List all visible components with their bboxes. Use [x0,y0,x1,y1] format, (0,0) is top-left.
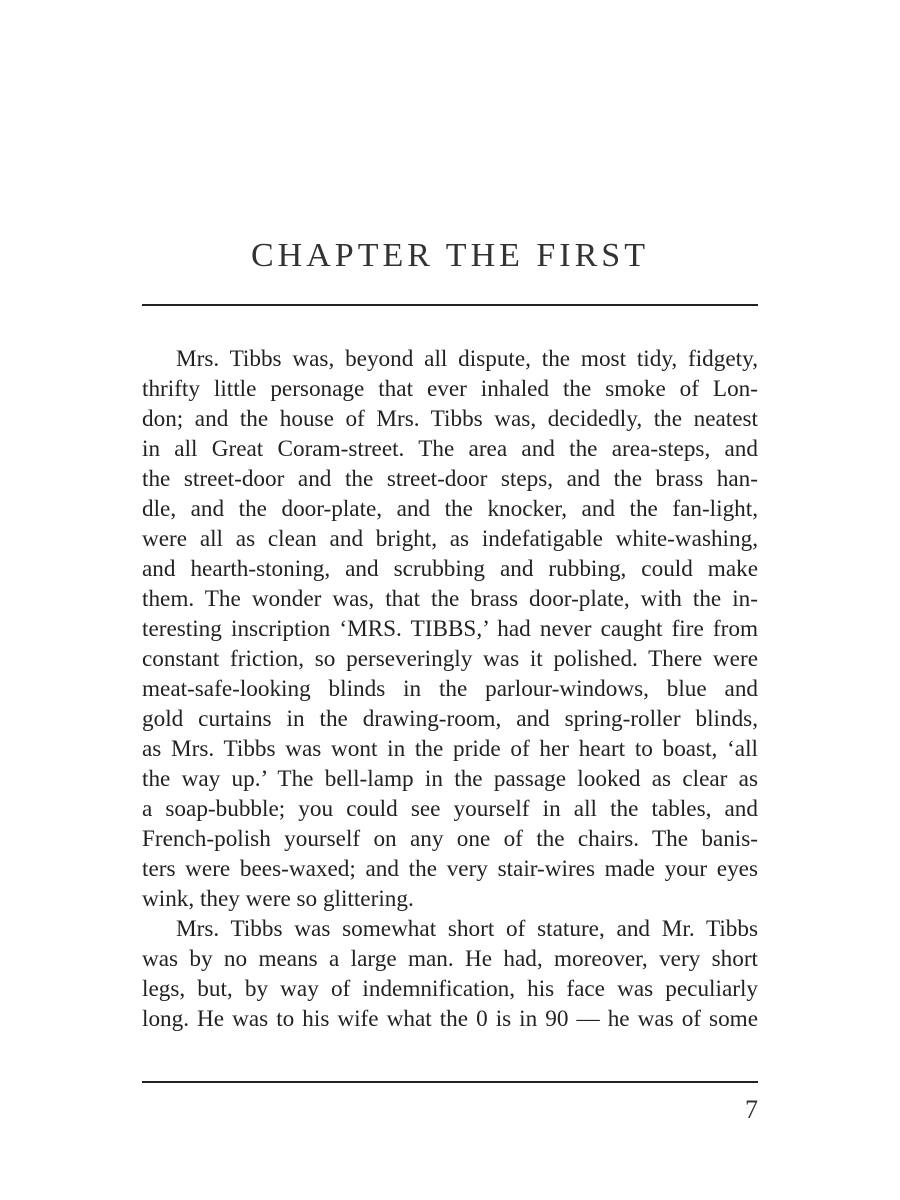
text-line: ters were bees-waxed; and the very stair-wires made your eyes [142,856,758,882]
text-line: was by no means a large man. He had, moreover, very short [142,946,758,972]
text-line: Mrs. Tibbs was somewhat short of stature, and Mr. Tibbs [176,916,758,942]
text-line: gold curtains in the drawing-room, and spring-roller blinds, [142,706,758,732]
page-number: 7 [745,1095,758,1124]
text-line: long. He was to his wife what the 0 is in 90 — he was of some [142,1006,758,1032]
text-line: were all as clean and bright, as indefatigable white-washing, [142,526,758,552]
text-line: a soap-bubble; you could see yourself in all the tables, and [142,796,758,822]
chapter-title: CHAPTER THE FIRST [251,237,649,274]
text-line: don; and the house of Mrs. Tibbs was, decidedly, the neatest [142,406,758,432]
paragraph [142,344,758,914]
text-line: wink, they were so glittering. [142,886,414,912]
top-rule [142,304,758,306]
text-line: Mrs. Tibbs was, beyond all dispute, the most tidy, fidgety, [176,346,758,372]
text-line: the way up.’ The bell-lamp in the passage looked as clear as [142,766,758,792]
text-line: them. The wonder was, that the brass door-plate, with the in- [142,586,758,612]
text-line: the street-door and the street-door steps, and the brass han- [142,466,758,492]
text-line: legs, but, by way of indemnification, his face was peculiarly [142,976,758,1002]
text-line: and hearth-stoning, and scrubbing and rubbing, could make [142,556,758,582]
text-line: as Mrs. Tibbs was wont in the pride of her heart to boast, ‘all [142,736,758,762]
text-line: teresting inscription ‘MRS. TIBBS,’ had never caught fire from [142,616,758,642]
text-line: dle, and the door-plate, and the knocker, and the fan-light, [142,496,758,522]
text-line: French-polish yourself on any one of the chairs. The banis- [142,826,758,852]
paragraph [142,914,758,1034]
text-line: thrifty little personage that ever inhaled the smoke of Lon- [142,376,758,402]
text-line: in all Great Coram-street. The area and the area-steps, and [142,436,758,462]
text-line: meat-safe-looking blinds in the parlour-windows, blue and [142,676,758,702]
body-text [142,344,758,1034]
bottom-rule [142,1081,758,1083]
text-line: constant friction, so perseveringly was it polished. There were [142,646,758,672]
